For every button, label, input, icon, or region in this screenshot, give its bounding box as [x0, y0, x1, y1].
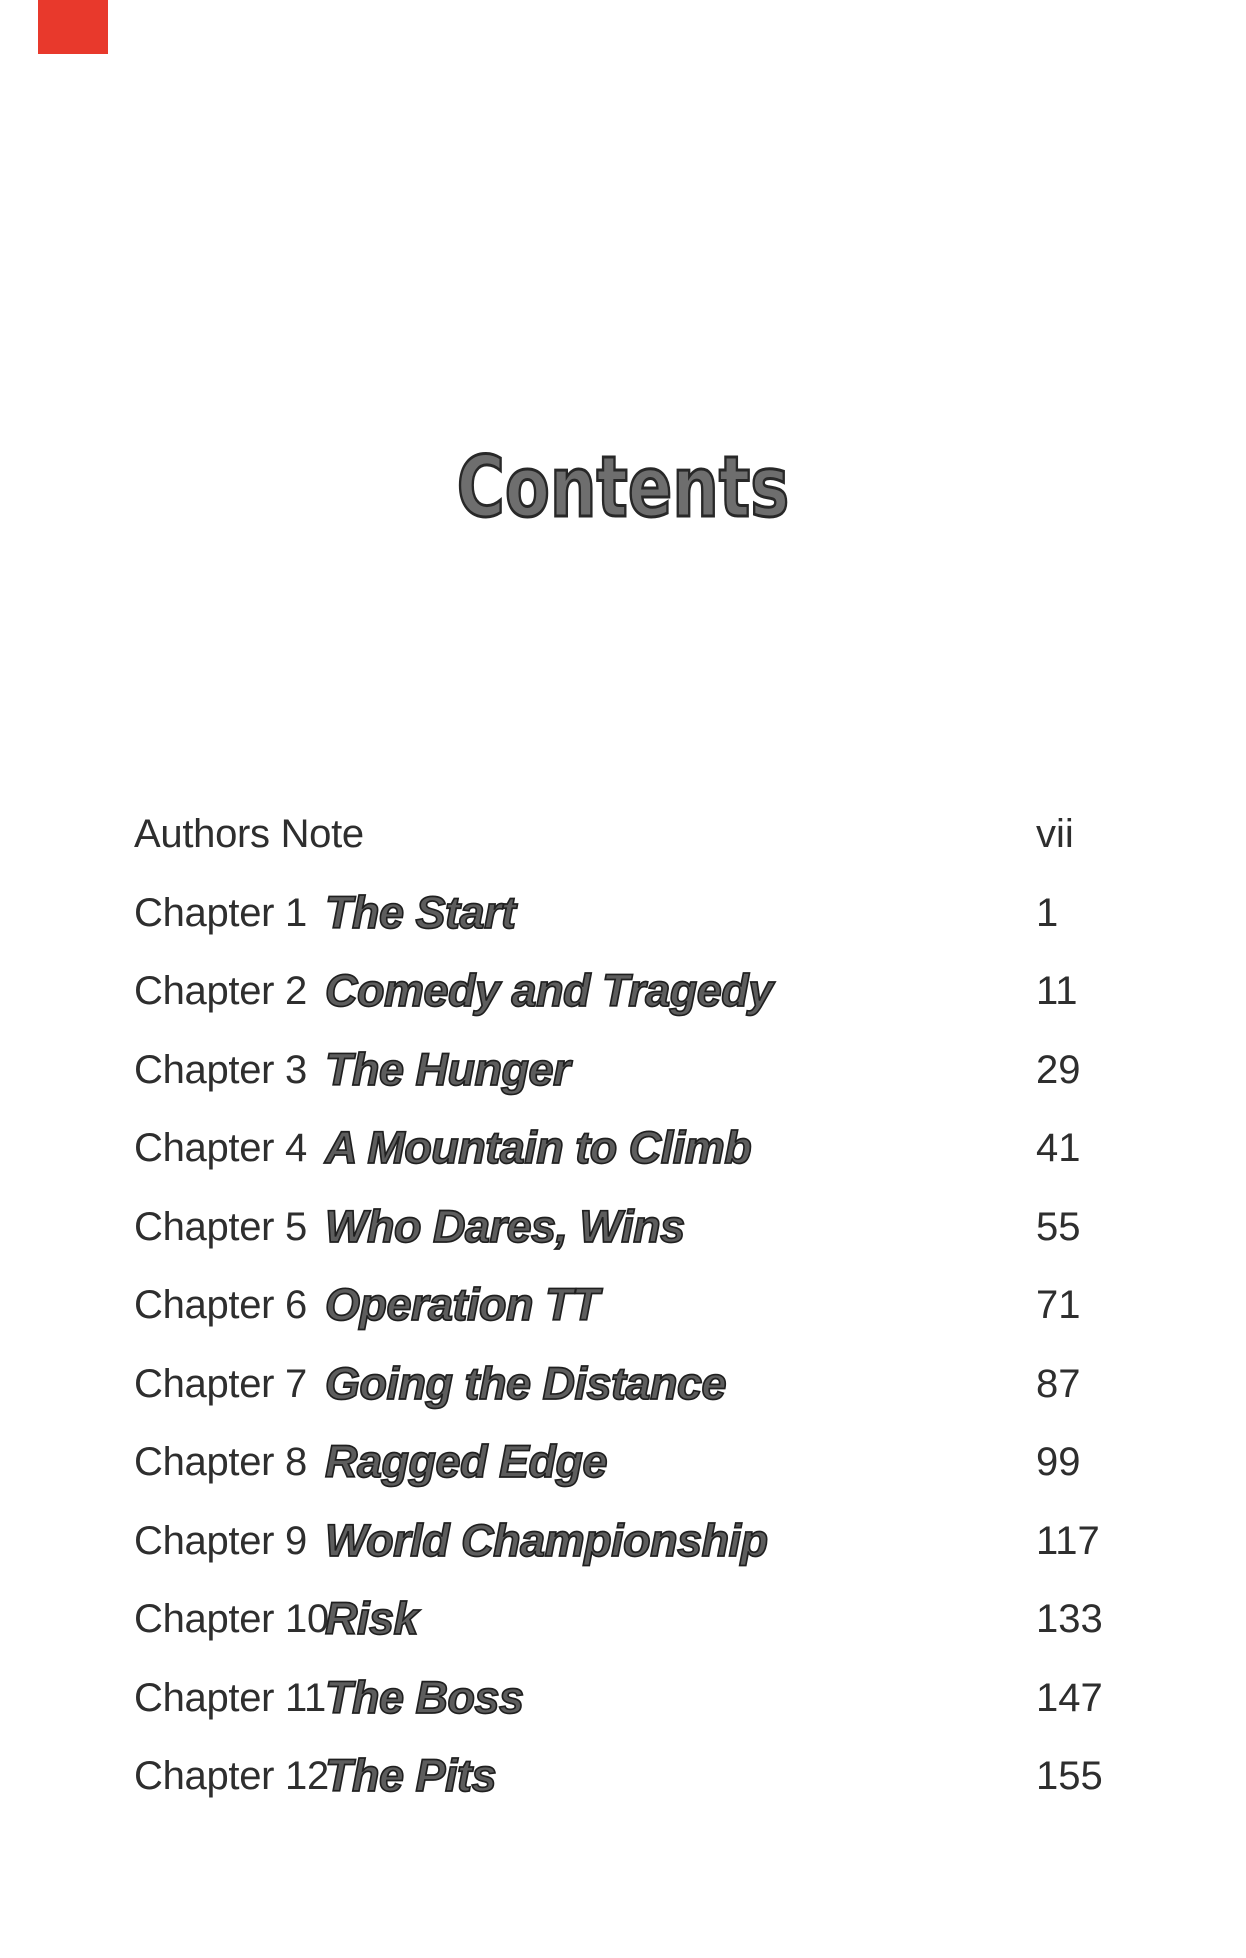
page-title: Contents [456, 438, 790, 536]
chapter-title: A Mountain to Climb [325, 1122, 752, 1173]
red-corner-mark [38, 0, 108, 54]
page-number: 117 [1036, 1519, 1100, 1563]
chapter-label: Chapter 3 [134, 1048, 307, 1092]
chapter-label: Chapter 5 [134, 1205, 307, 1249]
toc-row [134, 1040, 1246, 1100]
page-number: 55 [1036, 1205, 1081, 1249]
chapter-title: Ragged Edge [325, 1436, 608, 1487]
toc-row [134, 1197, 1246, 1257]
chapter-title: Operation TT [325, 1279, 599, 1330]
toc-row [134, 1746, 1246, 1806]
chapter-label: Chapter 11 [134, 1676, 326, 1720]
chapter-label: Chapter 12 [134, 1754, 329, 1798]
toc-row [134, 1275, 1246, 1335]
toc-row [134, 1668, 1246, 1728]
toc-row [134, 1432, 1246, 1492]
chapter-title: The Pits [325, 1750, 497, 1801]
chapter-title: Comedy and Tragedy [325, 965, 773, 1016]
chapter-title: The Hunger [325, 1044, 571, 1095]
section-label: Authors Note [134, 812, 364, 856]
chapter-label: Chapter 1 [134, 891, 307, 935]
page-number: 71 [1036, 1283, 1081, 1327]
chapter-label: Chapter 7 [134, 1362, 307, 1406]
page-number: 11 [1036, 969, 1078, 1013]
chapter-label: Chapter 2 [134, 969, 307, 1013]
chapter-title: Going the Distance [325, 1358, 727, 1409]
page-number: 147 [1036, 1676, 1103, 1720]
toc-row [134, 883, 1246, 943]
page-number: 155 [1036, 1754, 1103, 1798]
toc-row [134, 804, 1246, 864]
chapter-title: Who Dares, Wins [325, 1201, 685, 1252]
page-number: 133 [1036, 1597, 1103, 1641]
chapter-label: Chapter 4 [134, 1126, 307, 1170]
chapter-title: World Championship [325, 1515, 768, 1566]
chapter-label: Chapter 9 [134, 1519, 307, 1563]
page-number: 87 [1036, 1362, 1081, 1406]
page-number: 29 [1036, 1048, 1081, 1092]
page-number: vii [1036, 812, 1074, 856]
toc-row [134, 961, 1246, 1021]
page-number: 99 [1036, 1440, 1081, 1484]
toc-row [134, 1511, 1246, 1571]
page-number: 1 [1036, 891, 1059, 935]
chapter-label: Chapter 8 [134, 1440, 307, 1484]
toc-row [134, 1118, 1246, 1178]
page-number: 41 [1036, 1126, 1081, 1170]
chapter-label: Chapter 10 [134, 1597, 329, 1641]
toc-row [134, 1589, 1246, 1649]
chapter-label: Chapter 6 [134, 1283, 307, 1327]
chapter-title: The Start [325, 887, 516, 938]
toc-row [134, 1354, 1246, 1414]
chapter-title: The Boss [325, 1672, 524, 1723]
chapter-title: Risk [325, 1593, 419, 1644]
